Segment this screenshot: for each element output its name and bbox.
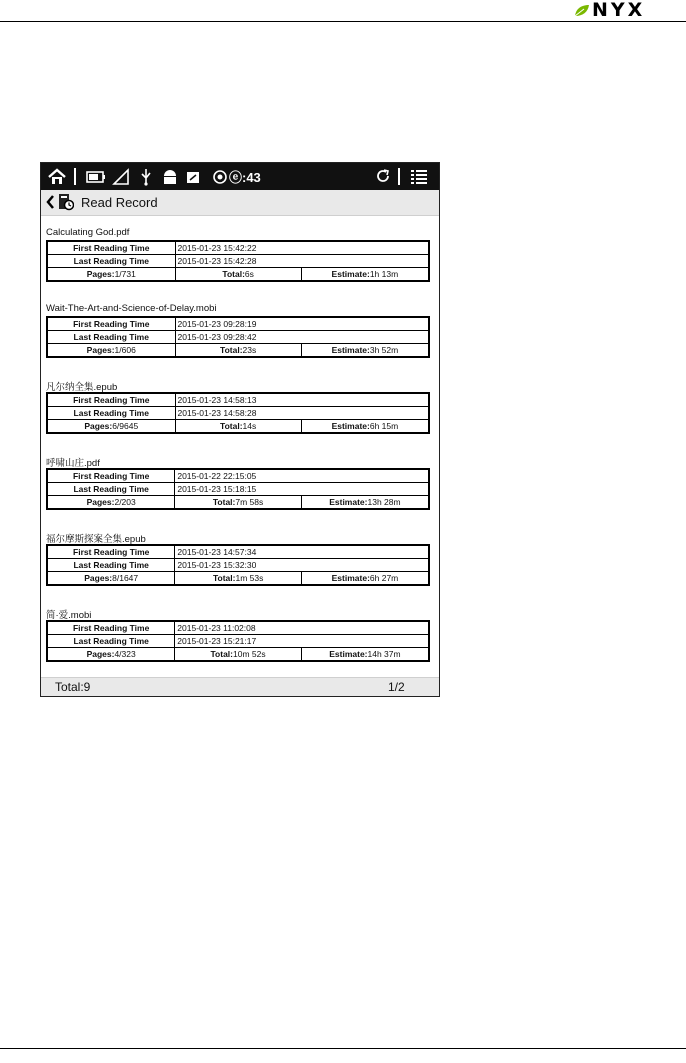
first-reading-value: 2015-01-23 15:42:22 <box>175 241 429 255</box>
pages-cell <box>47 648 175 662</box>
table-row <box>47 255 429 268</box>
table-row <box>47 317 429 331</box>
total-cell <box>175 420 301 434</box>
menu-icon[interactable] <box>409 167 429 186</box>
bottom-rule <box>0 1048 686 1049</box>
total-value: 10m 52s <box>233 649 266 659</box>
refresh-icon[interactable] <box>375 167 391 186</box>
read-record-app-icon <box>58 193 74 211</box>
last-reading-label: Last Reading Time <box>47 635 175 648</box>
last-reading-value: 2015-01-23 15:32:30 <box>175 559 429 572</box>
estimate-cell <box>301 572 429 586</box>
pages-value: 1/731 <box>114 269 136 279</box>
first-reading-label: First Reading Time <box>47 545 175 559</box>
table-row <box>47 344 429 358</box>
first-reading-label: First Reading Time <box>47 469 175 483</box>
estimate-cell <box>301 344 429 358</box>
estimate-label: Estimate: <box>331 421 370 431</box>
last-reading-label: Last Reading Time <box>47 407 175 420</box>
total-cell <box>175 496 301 510</box>
pages-value: 1/606 <box>114 345 136 355</box>
first-reading-value: 2015-01-23 11:02:08 <box>175 621 429 635</box>
total-value: 6s <box>244 269 254 279</box>
table-row <box>47 572 429 586</box>
total-label: Total: <box>220 345 243 355</box>
table-row <box>47 469 429 483</box>
estimate-label: Estimate: <box>331 573 370 583</box>
battery-icon <box>85 167 107 186</box>
estimate-cell <box>301 648 429 662</box>
record-table <box>46 392 430 434</box>
estimate-label: Estimate: <box>329 649 368 659</box>
leaf-icon <box>574 4 590 17</box>
total-value: 1m 53s <box>235 573 264 583</box>
first-reading-value: 2015-01-23 09:28:19 <box>175 317 429 331</box>
usb-icon <box>139 167 153 186</box>
record-file-name: Calculating God.pdf <box>46 227 130 238</box>
estimate-value: 6h 27m <box>369 573 399 583</box>
last-reading-label: Last Reading Time <box>47 255 175 268</box>
pages-value: 8/1647 <box>112 573 139 583</box>
logo-text: NYX <box>592 0 646 21</box>
status-separator <box>398 168 400 185</box>
pages-label: Pages: <box>86 497 115 507</box>
estimate-value: 14h 37m <box>367 649 401 659</box>
table-row <box>47 420 429 434</box>
table-row <box>47 407 429 420</box>
last-reading-value: 2015-01-23 15:18:15 <box>175 483 429 496</box>
record-table <box>46 620 430 662</box>
record-table <box>46 468 430 510</box>
estimate-value: 13h 28m <box>367 497 401 507</box>
pages-label: Pages: <box>86 345 115 355</box>
estimate-value: 1h 13m <box>369 269 399 279</box>
table-row <box>47 621 429 635</box>
total-cell <box>175 268 301 282</box>
pages-label: Pages: <box>86 649 115 659</box>
pages-cell <box>47 572 175 586</box>
onyx-logo <box>570 0 682 20</box>
table-row <box>47 393 429 407</box>
estimate-cell <box>301 420 429 434</box>
status-clock: ⓔ:43 <box>229 170 261 185</box>
total-count: Total:9 <box>55 680 91 694</box>
last-reading-label: Last Reading Time <box>47 483 175 496</box>
total-cell <box>175 648 302 662</box>
last-reading-value: 2015-01-23 14:58:28 <box>175 407 429 420</box>
estimate-label: Estimate: <box>331 269 370 279</box>
estimate-value: 6h 15m <box>369 421 399 431</box>
first-reading-label: First Reading Time <box>47 241 175 255</box>
screenshot-icon <box>185 167 201 186</box>
pages-value: 2/203 <box>114 497 136 507</box>
total-label: Total: <box>210 649 234 659</box>
last-reading-label: Last Reading Time <box>47 331 175 344</box>
title-bar <box>41 190 439 216</box>
table-row <box>47 268 429 282</box>
pages-cell <box>47 496 175 510</box>
last-reading-value: 2015-01-23 15:21:17 <box>175 635 429 648</box>
pages-label: Pages: <box>84 573 113 583</box>
first-reading-label: First Reading Time <box>47 393 175 407</box>
page-indicator[interactable]: 1/2 <box>388 680 405 694</box>
total-label: Total: <box>220 421 243 431</box>
pages-value: 4/323 <box>114 649 136 659</box>
footer-bar <box>41 677 439 697</box>
table-row <box>47 648 429 662</box>
device-screen <box>40 162 440 697</box>
total-cell <box>175 572 302 586</box>
record-file-name: 简·爱.mobi <box>46 610 92 621</box>
record-table <box>46 544 430 586</box>
last-reading-value: 2015-01-23 09:28:42 <box>175 331 429 344</box>
table-row <box>47 241 429 255</box>
signal-icon <box>112 167 130 186</box>
record-file-name: 福尔摩斯探案全集.epub <box>46 534 146 545</box>
total-value: 7m 58s <box>235 497 264 507</box>
status-bar <box>41 163 439 190</box>
home-icon[interactable] <box>47 167 67 186</box>
total-value: 23s <box>242 345 257 355</box>
first-reading-label: First Reading Time <box>47 317 175 331</box>
first-reading-value: 2015-01-23 14:58:13 <box>175 393 429 407</box>
record-table <box>46 240 430 282</box>
estimate-cell <box>301 268 429 282</box>
pages-label: Pages: <box>84 421 113 431</box>
record-file-name: 凡尔纳全集.epub <box>46 382 118 393</box>
android-icon <box>161 167 179 186</box>
first-reading-value: 2015-01-22 22:15:05 <box>175 469 429 483</box>
pages-cell <box>47 268 175 282</box>
table-row <box>47 496 429 510</box>
pages-cell <box>47 344 175 358</box>
estimate-label: Estimate: <box>329 497 368 507</box>
record-file-name: 呼啸山庄.pdf <box>46 458 100 469</box>
table-row <box>47 635 429 648</box>
table-row <box>47 483 429 496</box>
total-label: Total: <box>222 269 245 279</box>
table-row <box>47 545 429 559</box>
total-value: 14s <box>242 421 257 431</box>
pages-cell <box>47 420 175 434</box>
status-separator <box>74 168 76 185</box>
total-cell <box>175 344 301 358</box>
table-row <box>47 559 429 572</box>
wifi-icon <box>212 167 228 186</box>
pages-value: 6/9645 <box>112 421 139 431</box>
estimate-label: Estimate: <box>331 345 370 355</box>
record-file-name: Wait-The-Art-and-Science-of-Delay.mobi <box>46 303 217 314</box>
estimate-value: 3h 52m <box>369 345 399 355</box>
last-reading-label: Last Reading Time <box>47 559 175 572</box>
first-reading-value: 2015-01-23 14:57:34 <box>175 545 429 559</box>
page-title: Read Record <box>81 195 158 210</box>
estimate-cell <box>301 496 429 510</box>
back-arrow-icon[interactable] <box>46 195 55 209</box>
record-table <box>46 316 430 358</box>
total-label: Total: <box>212 497 236 507</box>
last-reading-value: 2015-01-23 15:42:28 <box>175 255 429 268</box>
top-rule <box>0 21 686 22</box>
first-reading-label: First Reading Time <box>47 621 175 635</box>
pages-label: Pages: <box>86 269 115 279</box>
total-label: Total: <box>212 573 236 583</box>
table-row <box>47 331 429 344</box>
